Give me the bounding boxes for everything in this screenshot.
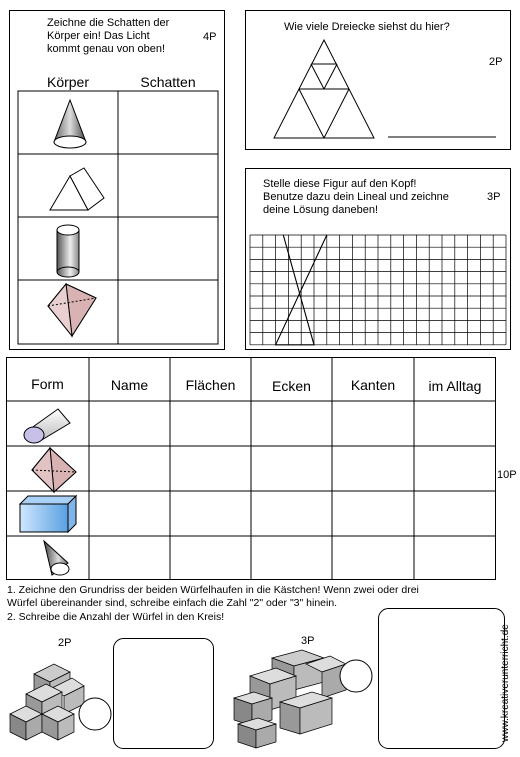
- cube-heap-small: [8, 660, 88, 750]
- header-kanten: Kanten: [350, 377, 396, 393]
- task2-question: Wie viele Dreiecke siehst du hier?: [284, 21, 450, 33]
- col-header-schatten: Schatten: [140, 74, 196, 90]
- task5-points-left: 2P: [58, 637, 72, 649]
- task5-instruction-2: 2. Schreibe die Anzahl der Würfel in den Kreis!: [7, 611, 225, 623]
- cuboid-icon: [20, 494, 80, 534]
- header-name: Name: [110, 377, 149, 393]
- task1-instruction: Zeichne die Schatten der Körper ein! Das Licht kommt genau von oben!: [47, 17, 170, 55]
- task5-instruction-1: 1. Zeichne den Grundriss der beiden Würfelhaufen in die Kästchen! Wenn zwei oder drei Würfel übereinander sind, schreibe einfach die Zahl "2" oder "3" hinein.: [7, 584, 419, 609]
- header-im-alltag: im Alltag: [428, 378, 482, 394]
- task3-points: 3P: [487, 191, 501, 203]
- answer-circle-right[interactable]: [339, 659, 373, 693]
- answer-circle-left[interactable]: [78, 697, 112, 731]
- octahedron-icon: [30, 448, 80, 494]
- cylinder-icon: [22, 405, 74, 443]
- header-ecken: Ecken: [272, 378, 311, 394]
- cube-heap-large: [232, 650, 350, 750]
- task1-points: 4P: [203, 31, 217, 43]
- task3-instruction: Stelle diese Figur auf den Kopf! Benutze dazu dein Lineal und zeichne deine Lösung daneben!: [263, 178, 449, 216]
- cone-icon: [42, 539, 72, 579]
- header-flaechen: Flächen: [185, 377, 236, 393]
- col-header-koerper: Körper: [46, 74, 90, 90]
- task2-points: 2P: [489, 56, 503, 68]
- header-form: Form: [31, 376, 64, 392]
- watermark: www.kreativerunterricht.de: [500, 624, 511, 742]
- answer-box-right[interactable]: [378, 608, 506, 750]
- task5-points-right: 3P: [301, 635, 315, 647]
- answer-box-left[interactable]: [113, 638, 215, 750]
- task4-points: 10P: [497, 469, 517, 481]
